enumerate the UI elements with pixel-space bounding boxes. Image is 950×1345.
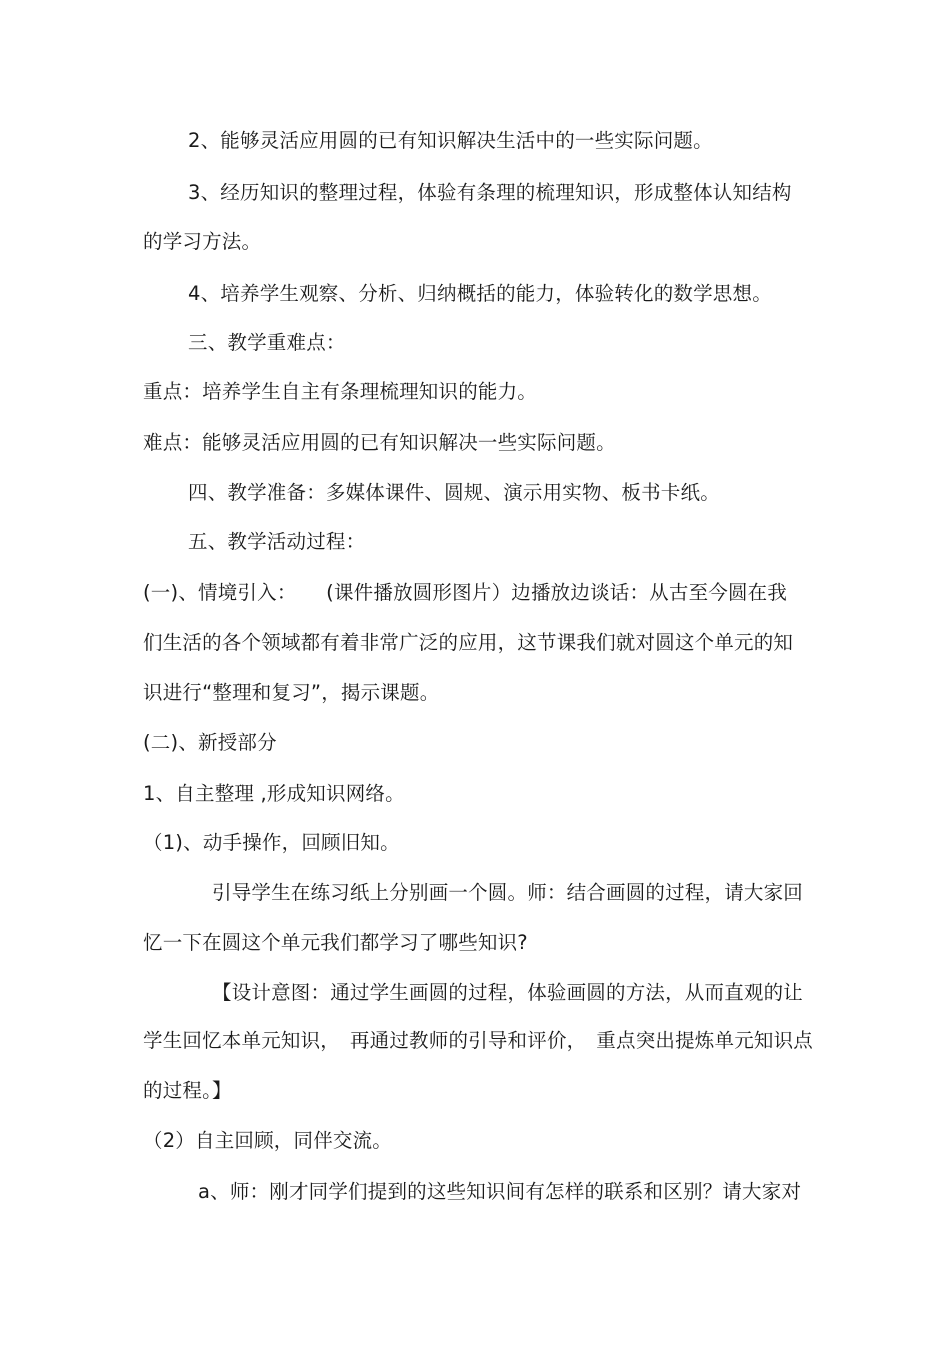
intro-paragraph-line-2: 们生活的各个领域都有着非常广泛的应用，这节课我们就对圆这个单元的知 [143, 631, 794, 654]
objective-2: 2、能够灵活应用圆的已有知识解决生活中的一些实际问题。 [188, 129, 713, 152]
objective-3-cont: 的学习方法。 [143, 230, 262, 253]
objective-3: 3、经历知识的整理过程，体验有条理的梳理知识，形成整体认知结构 [188, 181, 792, 204]
step-1-heading: 1、自主整理 ,形成知识网络。 [143, 782, 405, 805]
intro-paragraph-line-3: 识进行“整理和复习”，揭示课题。 [143, 681, 440, 704]
step-1-1-heading: （1)、动手操作，回顾旧知。 [143, 831, 400, 854]
objective-4: 4、培养学生观察、分析、归纳概括的能力，体验转化的数学思想。 [188, 282, 772, 305]
difficult-point: 难点：能够灵活应用圆的已有知识解决一些实际问题。 [143, 431, 616, 454]
section-heading-process: 五、教学活动过程： [188, 530, 366, 553]
design-intent-line-3: 的过程。】 [143, 1079, 232, 1102]
key-point: 重点：培养学生自主有条理梳理知识的能力。 [143, 380, 538, 403]
section-heading-key-points: 三、教学重难点： [188, 331, 346, 354]
guidance-paragraph-line-2: 忆一下在圆这个单元我们都学习了哪些知识? [143, 931, 528, 954]
subsection-heading-new-lesson: (二)、新授部分 [143, 731, 277, 754]
teacher-question-line: a、师：刚才同学们提到的这些知识间有怎样的联系和区别？请大家对 [198, 1180, 802, 1203]
design-intent-line-2: 学生回忆本单元知识， 再通过教师的引导和评价， 重点突出提炼单元知识点 [143, 1029, 814, 1052]
intro-paragraph-line-1: (一)、情境引入： (课件播放圆形图片）边播放边谈话：从古至今圆在我 [143, 581, 788, 604]
design-intent-line-1: 【设计意图：通过学生画圆的过程，体验画圆的方法，从而直观的让 [212, 981, 804, 1004]
guidance-paragraph-line-1: 引导学生在练习纸上分别画一个圆。师：结合画圆的过程，请大家回 [212, 881, 804, 904]
step-1-2-heading: （2）自主回顾，同伴交流。 [143, 1129, 393, 1152]
section-heading-preparation: 四、教学准备：多媒体课件、圆规、演示用实物、板书卡纸。 [188, 481, 720, 504]
